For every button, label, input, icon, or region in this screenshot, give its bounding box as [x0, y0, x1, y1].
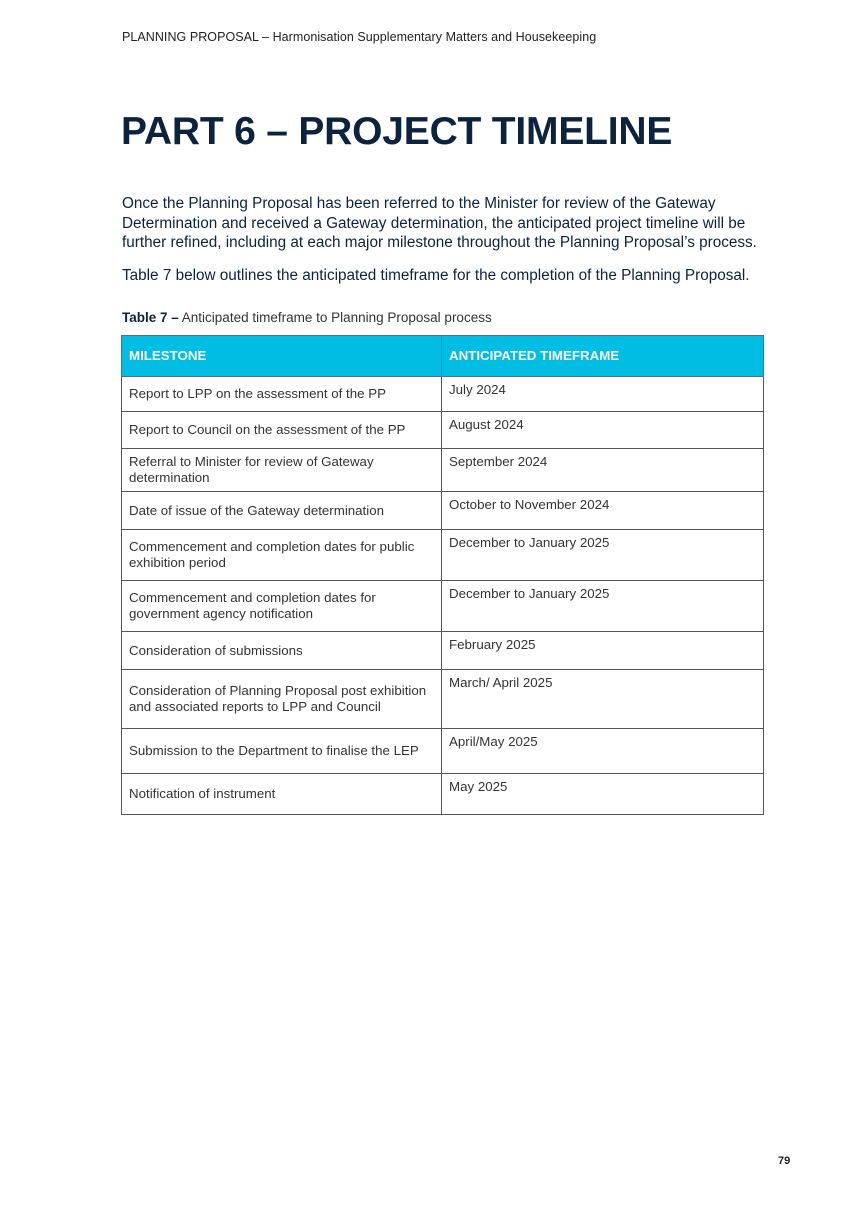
timeframe-cell: December to January 2025 [442, 581, 764, 632]
page-number: 79 [778, 1155, 791, 1167]
table-reference-paragraph: Table 7 below outlines the anticipated timeframe for the completion of the Planning Proposal. [122, 267, 750, 284]
intro-paragraph: Once the Planning Proposal has been referred to the Minister for review of the Gateway Determination and received a Gateway determination, the anticipated project timeline will be further refined, including at each major milestone throughout the Planning Proposal’s process. [122, 195, 757, 251]
page-title: PART 6 – PROJECT TIMELINE [121, 110, 673, 153]
table-row [122, 449, 764, 492]
milestone-cell: Date of issue of the Gateway determination [122, 492, 442, 530]
running-header: PLANNING PROPOSAL – Harmonisation Supplementary Matters and Housekeeping [122, 30, 597, 44]
milestone-cell: Report to LPP on the assessment of the PP [122, 377, 442, 412]
timeframe-cell: May 2025 [442, 774, 764, 815]
table-caption-label: Table 7 – [122, 310, 179, 325]
table-row [122, 581, 764, 632]
timeframe-cell: October to November 2024 [442, 492, 764, 530]
milestone-cell: Report to Council on the assessment of the PP [122, 412, 442, 449]
column-header-timeframe: ANTICIPATED TIMEFRAME [442, 336, 764, 377]
timeframe-cell: July 2024 [442, 377, 764, 412]
table-row [122, 774, 764, 815]
table-row [122, 530, 764, 581]
timeframe-cell: February 2025 [442, 632, 764, 670]
milestone-cell: Submission to the Department to finalise the LEP [122, 729, 442, 774]
milestone-cell: Commencement and completion dates for government agency notification [122, 581, 442, 632]
timeframe-cell: August 2024 [442, 412, 764, 449]
table-caption-text: Anticipated timeframe to Planning Proposal process [178, 310, 492, 325]
table-row [122, 632, 764, 670]
milestone-cell: Notification of instrument [122, 774, 442, 815]
milestone-cell: Consideration of Planning Proposal post exhibition and associated reports to LPP and Council [122, 670, 442, 729]
table-row [122, 670, 764, 729]
milestone-cell: Referral to Minister for review of Gateway determination [122, 449, 442, 492]
table-caption [122, 310, 492, 325]
milestone-cell: Commencement and completion dates for public exhibition period [122, 530, 442, 581]
column-header-milestone: MILESTONE [122, 336, 442, 377]
timeframe-cell: September 2024 [442, 449, 764, 492]
timeframe-cell: April/May 2025 [442, 729, 764, 774]
timeframe-cell: March/ April 2025 [442, 670, 764, 729]
milestone-cell: Consideration of submissions [122, 632, 442, 670]
timeline-table [121, 335, 764, 815]
timeframe-cell: December to January 2025 [442, 530, 764, 581]
table-row [122, 492, 764, 530]
table-row [122, 377, 764, 412]
table-header-row [122, 336, 764, 377]
table-row [122, 412, 764, 449]
table-row [122, 729, 764, 774]
